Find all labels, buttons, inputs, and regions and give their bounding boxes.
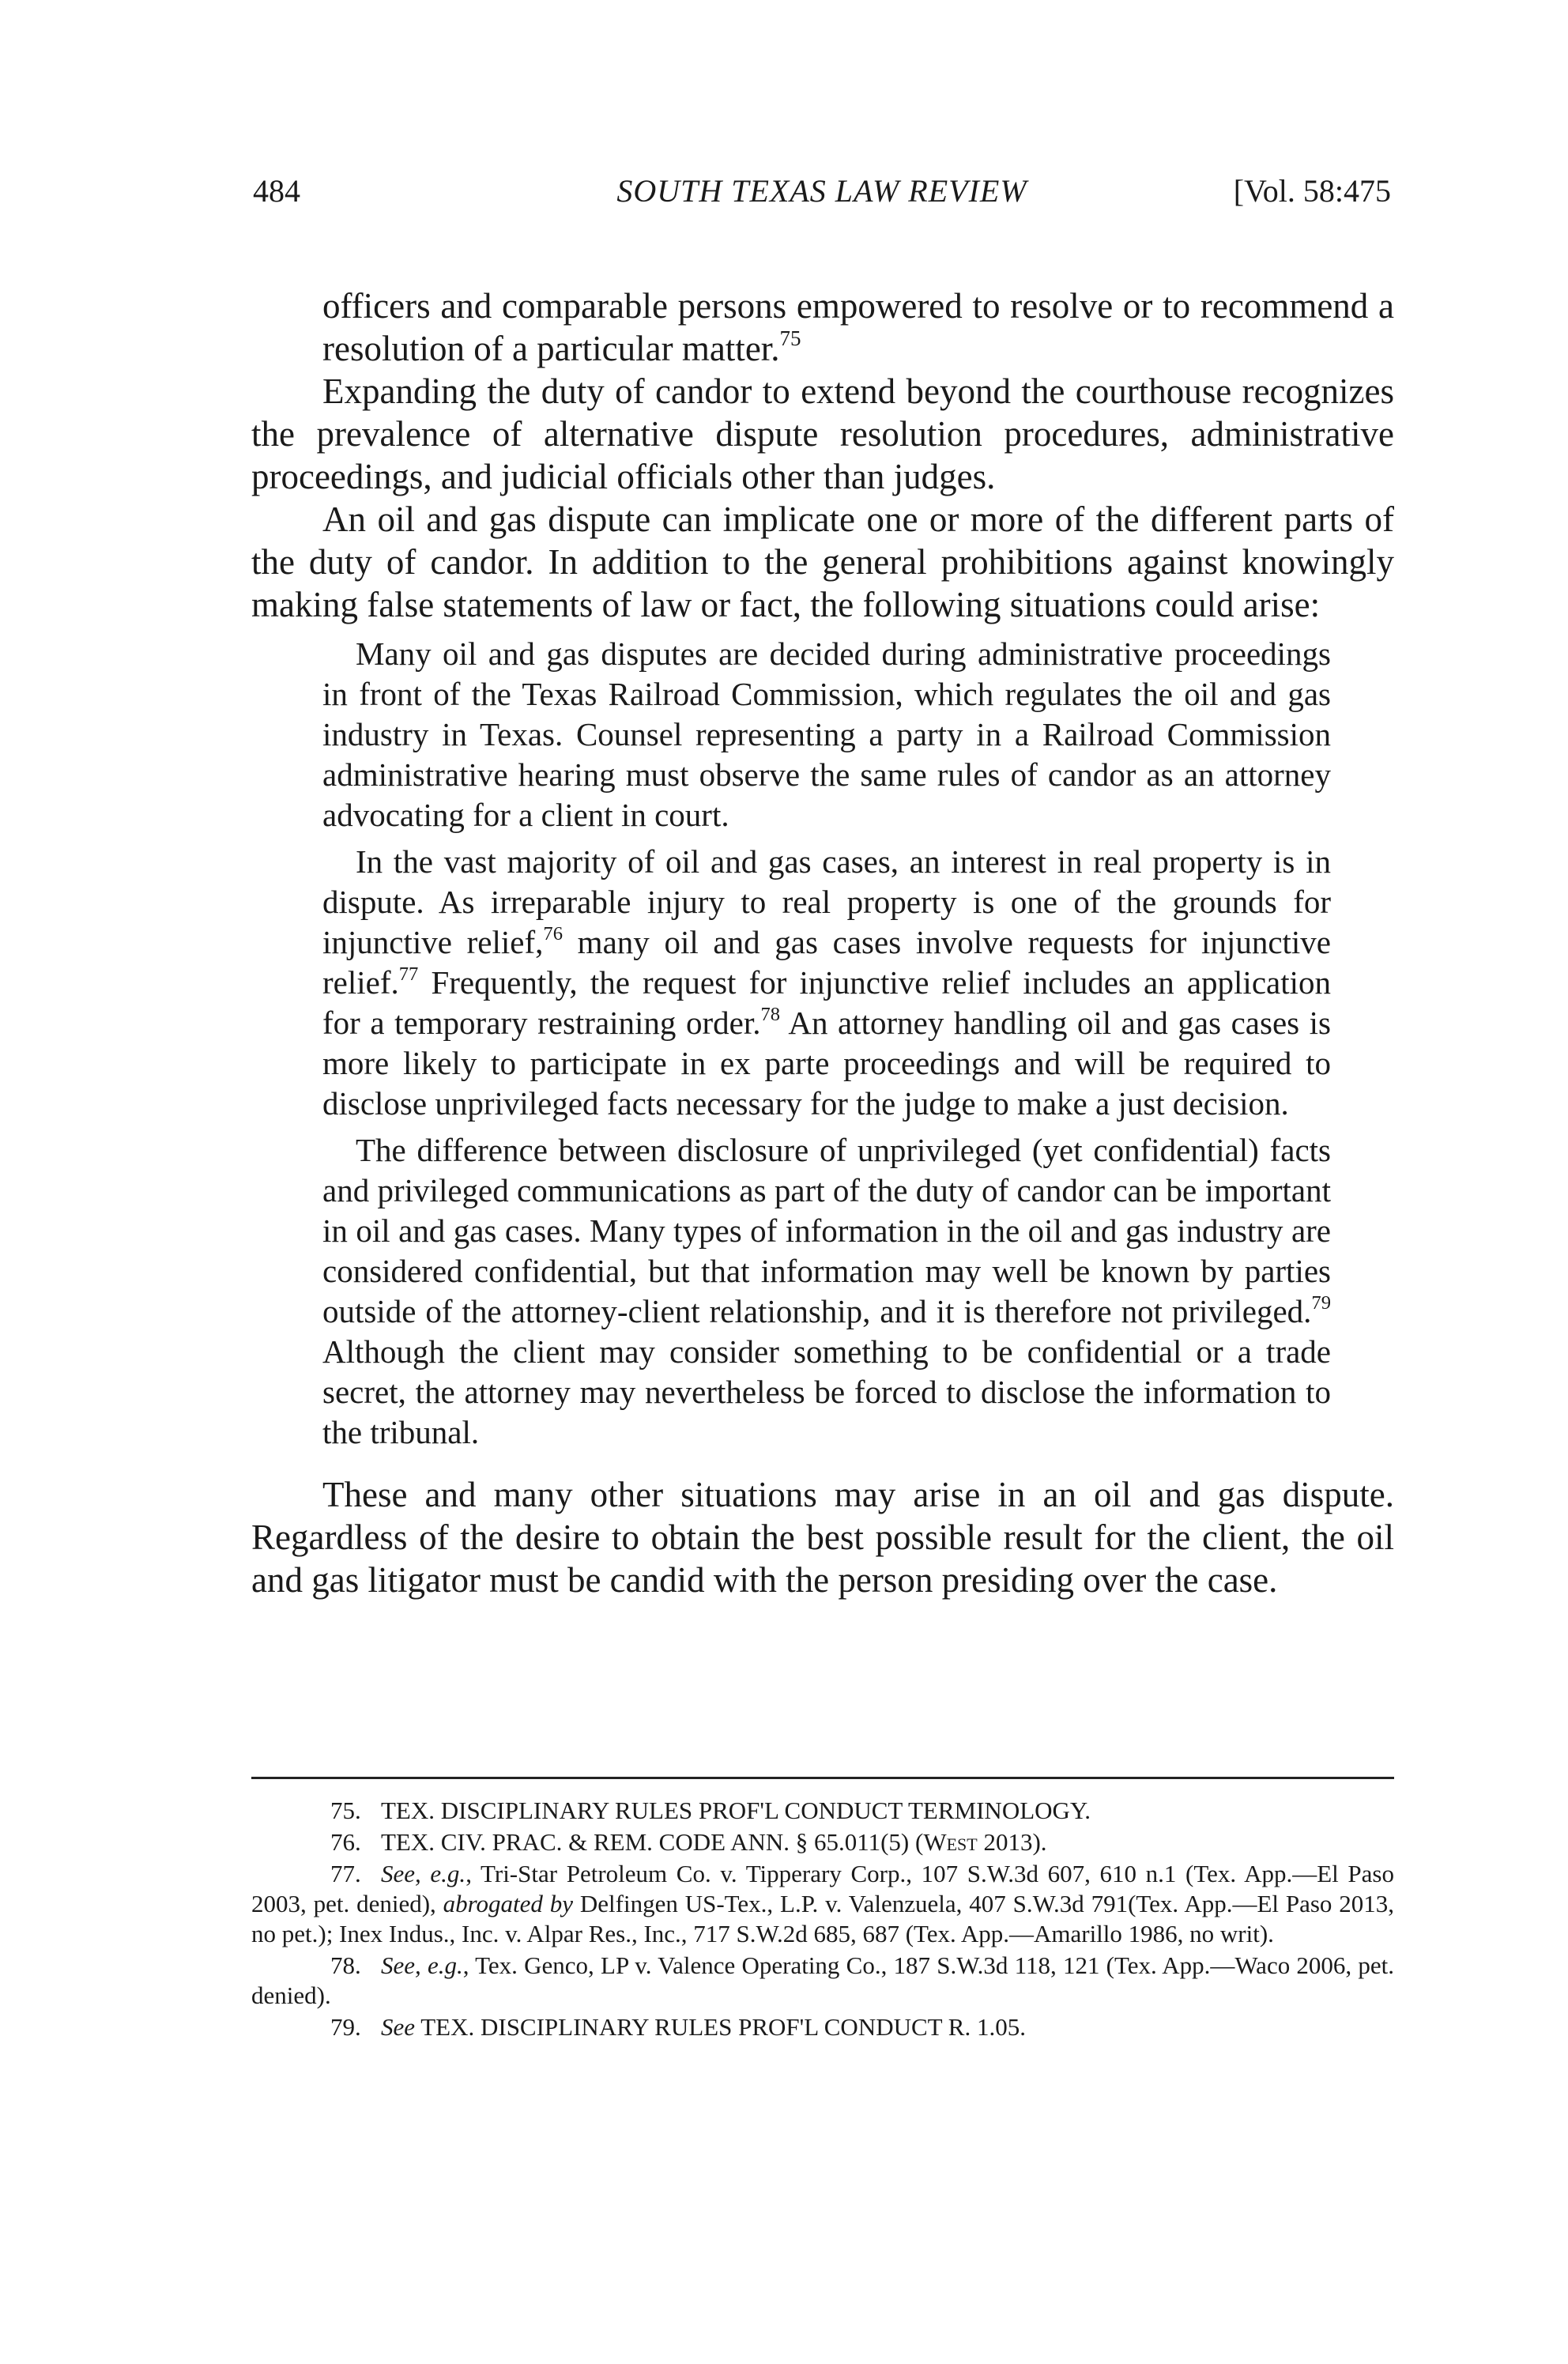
footnote-divider xyxy=(251,1777,1394,1779)
block-quote-paragraph: In the vast majority of oil and gas cases, an interest in real property is in dispute. As irreparable injury to real property is one of the grounds for injunctive relief,$^{76}$ many oil and gas cases involve requests for injunctive relief.$^{77}$ Frequently, the request for injunctive relief includes an application for a temporary restraining order.$^{78}$ An attorney handling oil and gas cases is more likely to participate in ex parte proceedings and will be required to disclose unprivileged facts necessary for the judge to make a just decision. xyxy=(322,843,1331,1122)
block-quote-paragraph: The difference between disclosure of unprivileged (yet confidential) facts and privileged communications as part of the duty of candor can be important in oil and gas cases. Many types of information in the oil and gas industry are considered confidential, but that information may well be known by parties outside of the attorney-client relationship, and it is therefore not privileged.$^{79}$ Although the client may consider something to be confidential or a trade secret, the attorney may nevertheless be forced to disclose the information to the tribunal. xyxy=(322,1132,1331,1450)
footnote-75: 75. TEX. DISCIPLINARY RULES PROF'L CONDUCT TERMINOLOGY. xyxy=(330,1797,1091,1824)
footnote-ref-78[interactable]: 78 xyxy=(760,1003,781,1025)
footnote-76: 76. TEX. CIV. PRAC. & REM. CODE ANN. § 65.011(5) (West 2013). xyxy=(330,1828,1047,1856)
footnote-ref-75[interactable]: 75 xyxy=(779,326,801,351)
volume-citation: [Vol. 58:475 xyxy=(1233,173,1391,209)
block-quote xyxy=(322,634,1331,1453)
paragraph: These and many other situations may arise in an oil and gas dispute. Regardless of the desire to obtain the best possible result for the client, the oil and gas litigator must be candid with the person presiding over the case. xyxy=(251,1475,1394,1600)
footnote-ref-76[interactable]: 76 xyxy=(543,922,563,944)
footnote-77: 77. See, e.g., Tri-Star Petroleum Co. v. Tipperary Corp., 107 S.W.3d 607, 610 n.1 (Tex. App.—El Paso 2003, pet. denied), abrogated by Delfingen US-Tex., L.P. v. Valenzuela, 407 S.W.3d 791(Tex. App.—El Paso 2013, no pet.); Inex Indus., Inc. v. Alpar Res., Inc., 717 S.W.2d 685, 687 (Tex. App.—Amarillo 1986, no writ). xyxy=(251,1860,1395,1947)
footnote-ref-77[interactable]: 77 xyxy=(398,963,419,985)
footnote-ref-79[interactable]: 79 xyxy=(1311,1291,1331,1314)
block-quote-paragraph: Many oil and gas disputes are decided during administrative proceedings in front of the Texas Railroad Commission, which regulates the oil and gas industry in Texas. Counsel representing a party in a Railroad Commission administrative hearing must observe the same rules of candor as an attorney advocating for a client in court. xyxy=(322,635,1331,833)
paragraph: Expanding the duty of candor to extend beyond the courthouse recognizes the prevalence of alternative dispute resolution procedures, administrative proceedings, and judicial officials other than judges. xyxy=(251,371,1394,496)
paragraph-continued: officers and comparable persons empowered to resolve or to recommend a resolution of a particular matter.$^{75}$ xyxy=(322,286,1394,368)
footnote-79: 79. See TEX. DISCIPLINARY RULES PROF'L CONDUCT R. 1.05. xyxy=(330,2013,1026,2041)
running-header xyxy=(253,168,1391,215)
main-text xyxy=(251,285,1394,1601)
page-number: 484 xyxy=(253,173,300,209)
footnote-78: 78. See, e.g., Tex. Genco, LP v. Valence Operating Co., 187 S.W.3d 118, 121 (Tex. App.—Waco 2006, pet. denied). xyxy=(251,1951,1395,2009)
paragraph: An oil and gas dispute can implicate one or more of the different parts of the duty of candor. In addition to the general prohibitions against knowingly making false statements of law or fact, the following situations could arise: xyxy=(251,500,1394,624)
footnotes xyxy=(251,1796,1394,2044)
journal-title: SOUTH TEXAS LAW REVIEW xyxy=(616,173,1027,209)
